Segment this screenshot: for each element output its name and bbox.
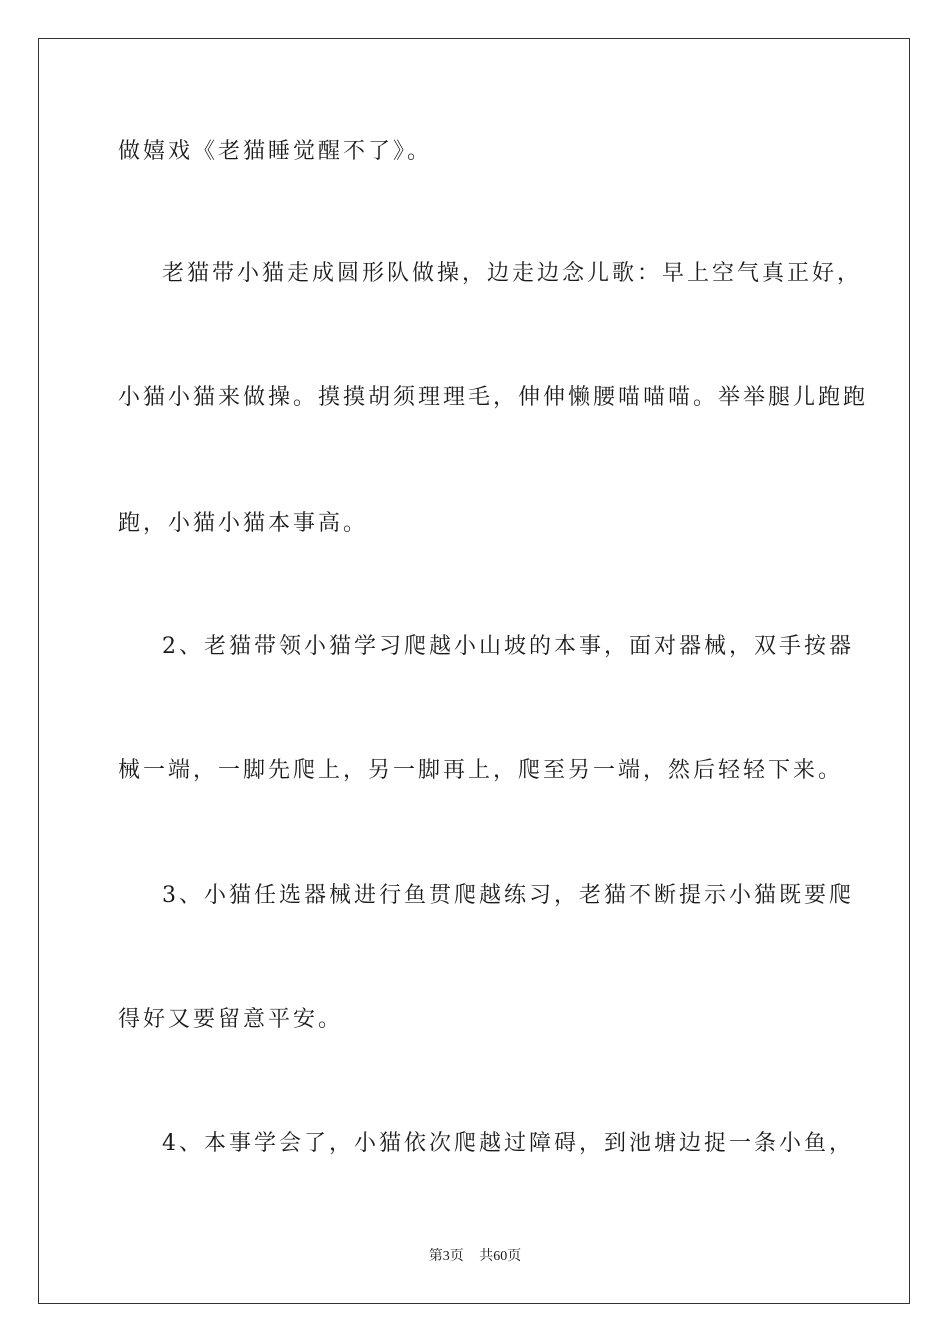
page-footer — [0, 1248, 950, 1266]
text-line-6: 械一端，一脚先爬上，另一脚再上，爬至另一端，然后轻轻下来。 — [118, 758, 844, 783]
page-total: 共60页 — [479, 1249, 522, 1264]
page-number: 第3页 — [428, 1249, 464, 1264]
text-line-2: 老猫带小猫走成圆形队做操，边走边念儿歌：早上空气真正好， — [162, 261, 863, 286]
text-line-4: 跑，小猫小猫本事高。 — [118, 511, 369, 536]
page-border — [38, 38, 910, 1304]
text-line-3: 小猫小猫来做操。摸摸胡须理理毛，伸伸懒腰喵喵喵。举举腿儿跑跑 — [118, 385, 869, 410]
text-line-7: 3、小猫任选器械进行鱼贯爬越练习，老猫不断提示小猫既要爬 — [162, 883, 854, 908]
text-line-8: 得好又要留意平安。 — [118, 1007, 344, 1032]
text-line-9: 4、本事学会了，小猫依次爬越过障碍，到池塘边捉一条小鱼， — [162, 1131, 854, 1156]
text-line-5: 2、老猫带领小猫学习爬越小山坡的本事，面对器械，双手按器 — [162, 634, 854, 659]
text-line-1: 做嬉戏《老猫睡觉醒不了》。 — [118, 139, 433, 164]
